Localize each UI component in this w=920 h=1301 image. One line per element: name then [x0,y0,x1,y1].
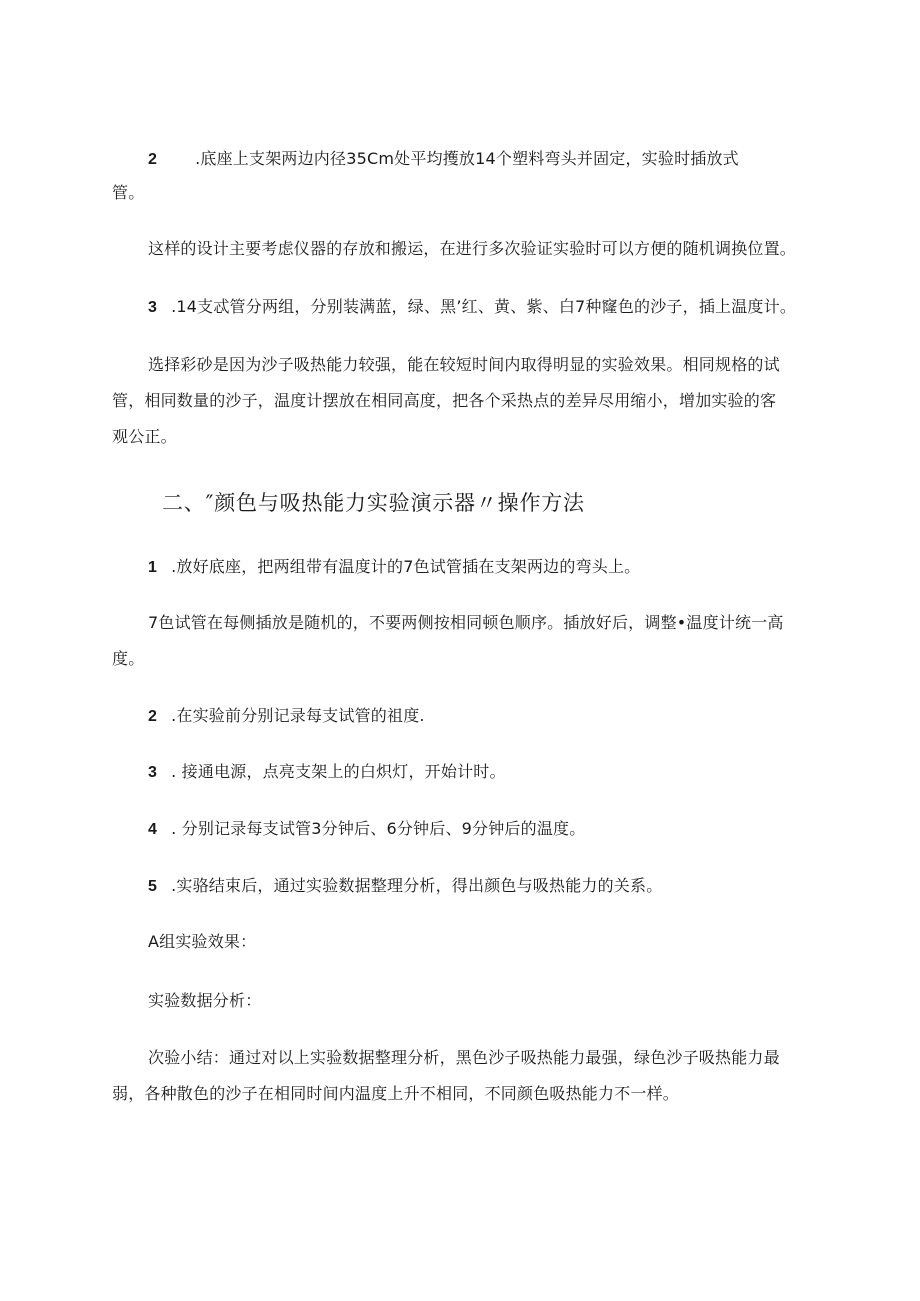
note-1-line-1: 7色试管在每侧插放是随机的，不要两侧按相同顿色顺序。插放好后，调整•温度计统一高 [148,613,784,632]
item-2 [148,149,739,170]
summary-line-2: 弱，各种散色的沙子在相同时间内温度上升不相同，不同颜色吸热能力不一样。 [112,1084,680,1103]
step-4-number: 4 [148,821,158,838]
step-3 [148,762,506,783]
step-5-text: .实骆结束后，通过实验数据整理分析，得出颜色与吸热能力的关系。 [171,876,663,895]
group-a-label: A组实验效果： [148,932,257,951]
step-2-text: .在实验前分别记录每支试管的祖度. [171,706,425,725]
data-analysis-label: 实验数据分析： [148,991,262,1010]
summary-line-1: 次验小结：通过对以上实验数据整理分析，黑色沙子吸热能力最强，绿色沙子吸热能力最 [148,1048,780,1067]
step-1 [148,557,640,578]
item-2-text: .底座上支架两边内径35Cm处平均擭放14个塑料弯头并固定，实验时插放式 [195,149,739,168]
item-2-continuation: 管。 [112,183,145,202]
step-5 [148,876,662,897]
step-4 [148,819,585,840]
item-2-number: 2 [148,151,158,168]
step-2-number: 2 [148,708,158,725]
reason-paragraph-line-2: 管，相同数量的沙子，温度计摆放在相同高度，把各个采热点的差异尽用缩小，增加实验的客 [112,391,777,410]
item-3-number: 3 [148,299,158,316]
step-3-number: 3 [148,764,158,781]
step-5-number: 5 [148,878,158,895]
note-1-line-2: 度。 [112,649,145,668]
reason-paragraph-line-1: 选择彩砂是因为沙子吸热能力较强，能在较短时间内取得明显的实验效果。相同规格的试 [148,355,780,374]
design-paragraph: 这样的设计主要考虑仪器的存放和搬运，在进行多次验证实验时可以方便的随机调换位置。 [148,239,797,258]
item-3-text: .14支忒管分两组，分别装满蓝，绿、黑’红、黄、紫、白7种窿色的沙子，插上温度计。 [171,297,797,316]
step-4-text: . 分别记录每支试管3分钟后、6分钟后、9分钟后的温度。 [171,819,586,838]
reason-paragraph-line-3: 观公正。 [112,427,177,446]
step-3-text: . 接通电源，点亮支架上的白炽灯，开始计时。 [171,762,506,781]
section-heading: 二、″颜色与吸热能力实验演示器〃操作方法 [162,491,585,515]
step-1-number: 1 [148,559,158,576]
item-3 [148,297,796,318]
step-2 [148,706,425,727]
step-1-text: .放好底座，把两组带有温度计的7色试管插在支架两边的弯头上。 [171,557,641,576]
